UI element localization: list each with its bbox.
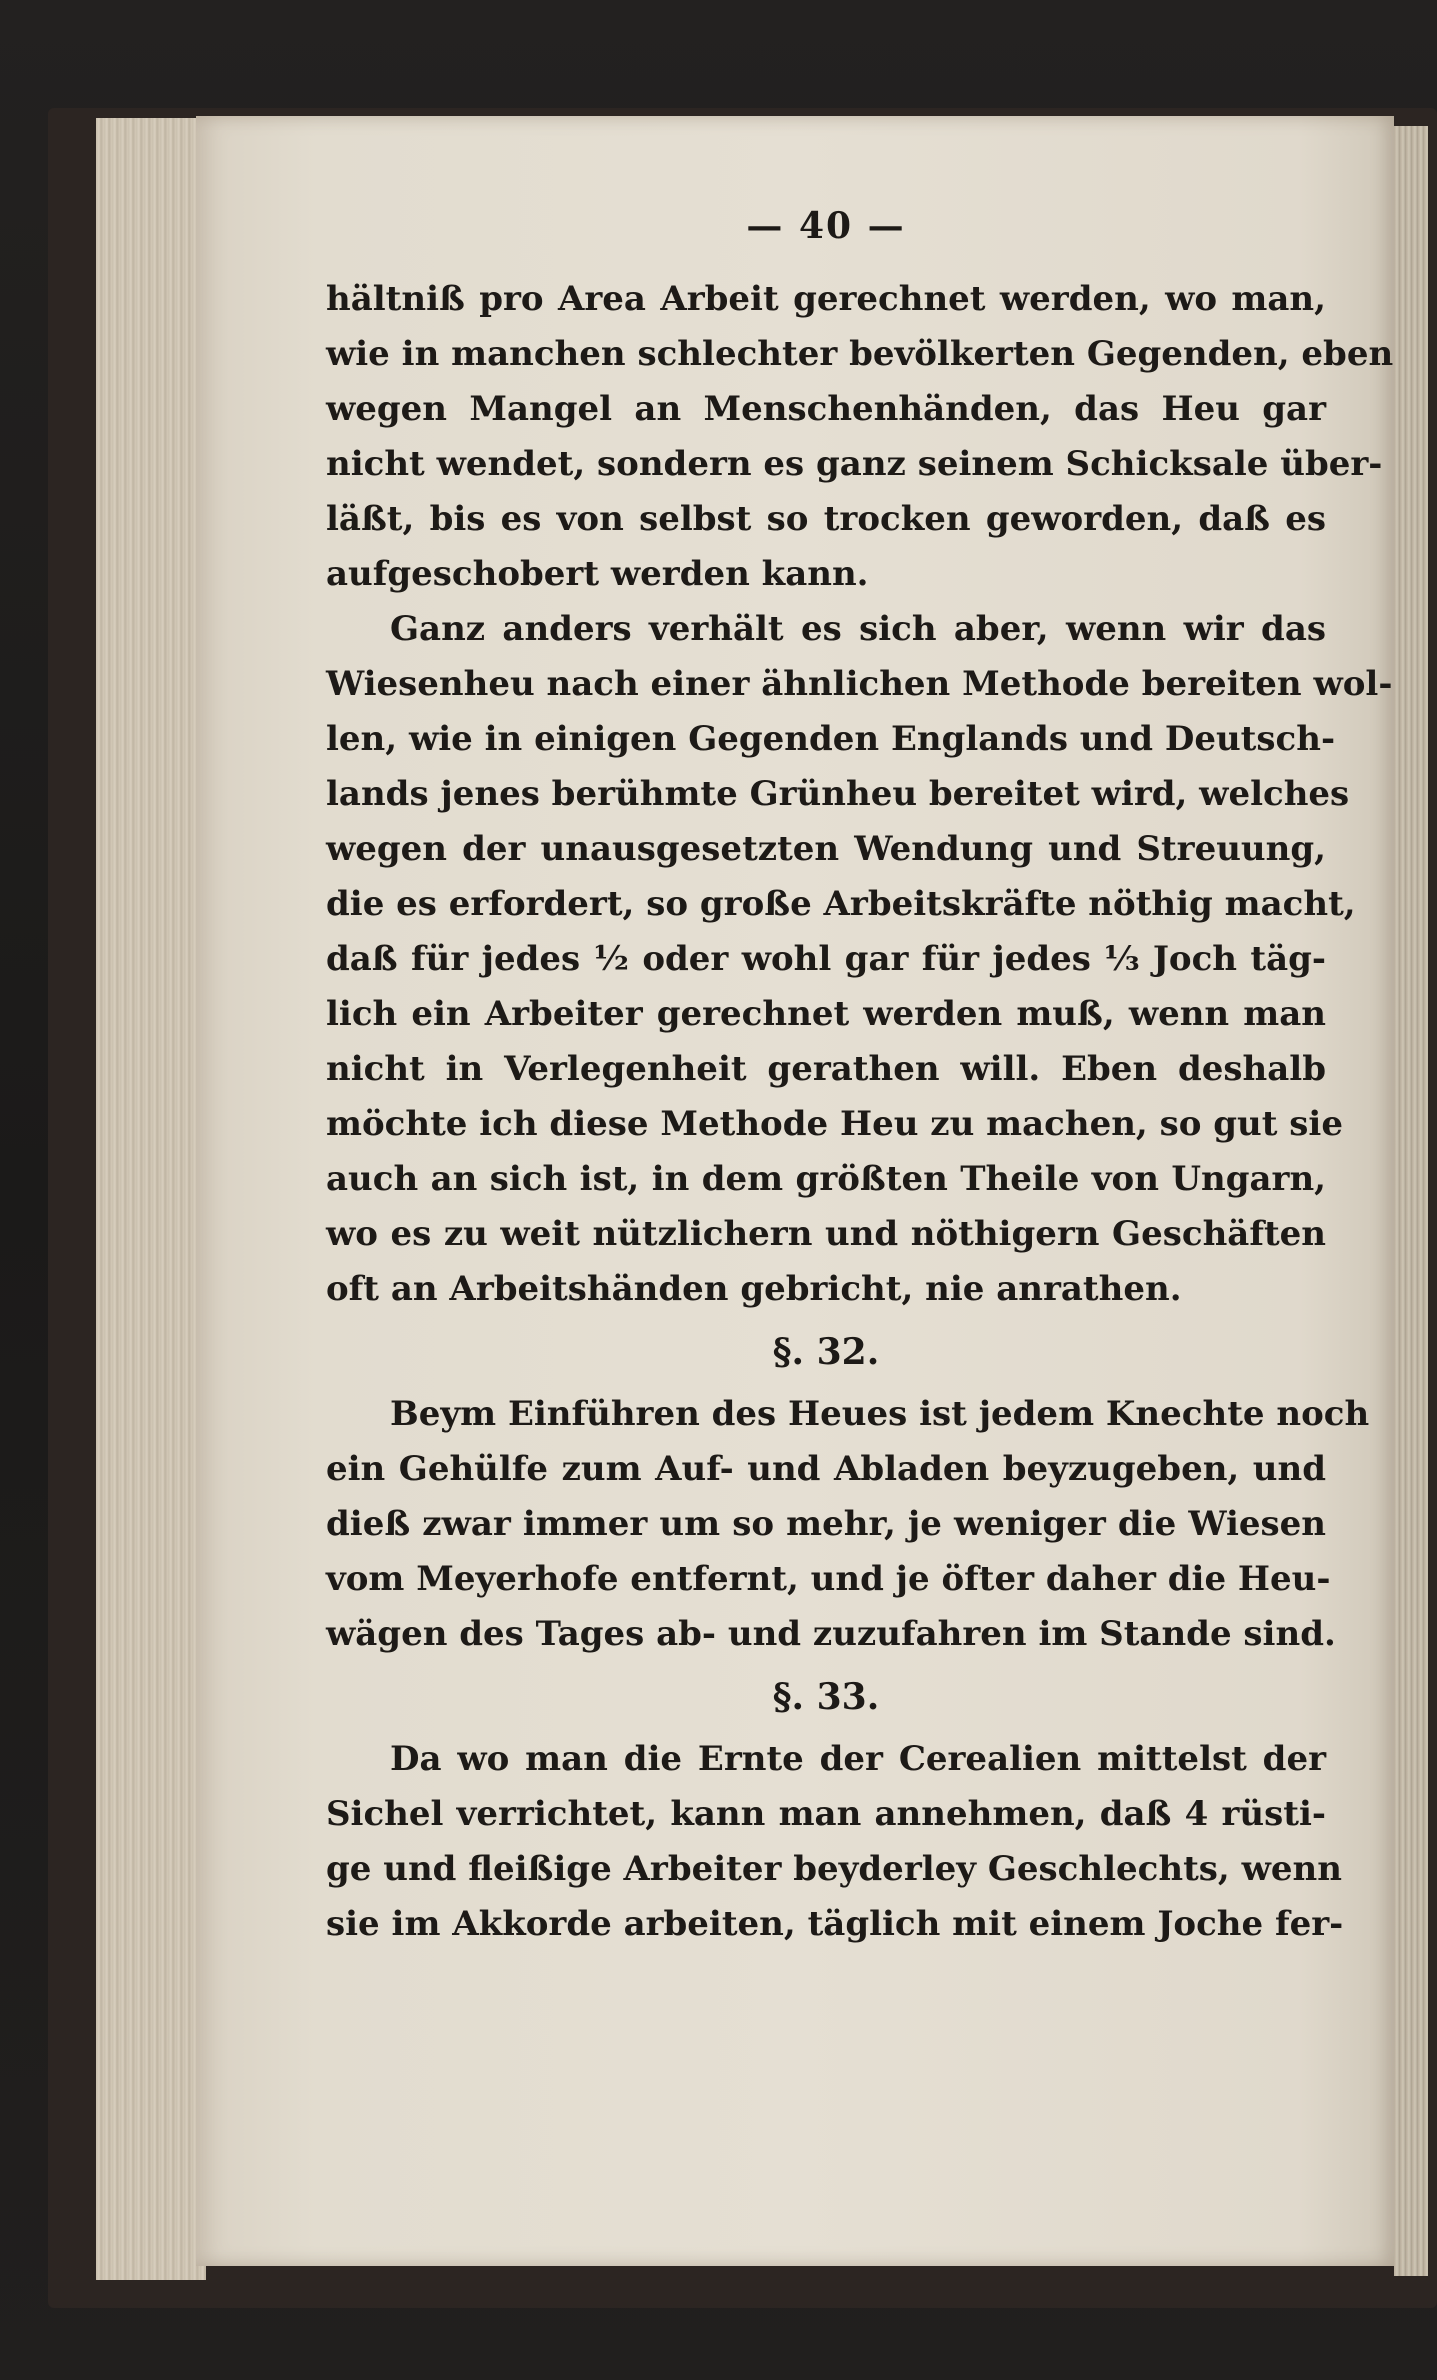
text-line: die es erfordert, so große Arbeitskräfte nöthig macht, [326, 884, 1356, 924]
text-line: wegen der unausgesetzten Wendung und Streuung, [326, 829, 1326, 869]
text-line: aufgeschobert werden kann. [326, 554, 869, 594]
text-line: ein Gehülfe zum Auf- und Abladen beyzugeben, und [326, 1449, 1326, 1489]
text-line: dieß zwar immer um so mehr, je weniger die Wiesen [326, 1504, 1326, 1544]
paragraph [326, 1387, 1370, 1662]
text-line: läßt, bis es von selbst so trocken geworden, daß es [326, 499, 1326, 539]
text-line: nicht wendet, sondern es ganz seinem Schicksale über- [326, 444, 1383, 484]
page-text [326, 180, 1394, 1952]
text-line: oft an Arbeitshänden gebricht, nie anrathen. [326, 1269, 1182, 1309]
text-line: nicht in Verlegenheit gerathen will. Eben deshalb [326, 1049, 1326, 1089]
text-line: möchte ich diese Methode Heu zu machen, so gut sie [326, 1104, 1343, 1144]
text-line: Wiesenheu nach einer ähnlichen Methode bereiten wol- [326, 664, 1393, 704]
text-line: Sichel verrichtet, kann man annehmen, daß 4 rüsti- [326, 1794, 1326, 1834]
section-heading: §. 33. [772, 1676, 880, 1718]
text-line: Da wo man die Ernte der Cerealien mittelst der [390, 1739, 1326, 1779]
section-heading: §. 32. [772, 1331, 880, 1373]
text-line: ge und fleißige Arbeiter beyderley Geschlechts, wenn [326, 1849, 1342, 1889]
page-number-header: — 40 — [746, 205, 906, 247]
text-line: Beym Einführen des Heues ist jedem Knechte noch [390, 1394, 1370, 1434]
page-edges-right [1394, 126, 1428, 2276]
text-line: hältniß pro Area Arbeit gerechnet werden, wo man, [326, 279, 1326, 319]
page-body [326, 272, 1394, 1952]
paragraph [326, 602, 1393, 1317]
text-line: len, wie in einigen Gegenden Englands und Deutsch- [326, 719, 1336, 759]
text-line: wo es zu weit nützlichern und nöthigern Geschäften [326, 1214, 1326, 1254]
text-line: wie in manchen schlechter bevölkerten Gegenden, eben [326, 334, 1394, 374]
page-edges-left [96, 118, 206, 2280]
text-line: lands jenes berühmte Grünheu bereitet wird, welches [326, 774, 1350, 814]
text-line: auch an sich ist, in dem größten Theile von Ungarn, [326, 1159, 1326, 1199]
text-line: lich ein Arbeiter gerechnet werden muß, wenn man [326, 994, 1326, 1034]
text-line: daß für jedes ½ oder wohl gar für jedes ⅓ Joch täg- [326, 939, 1326, 979]
text-line: wägen des Tages ab- und zuzufahren im Stande sind. [326, 1614, 1336, 1654]
paragraph [326, 272, 1394, 602]
text-line: sie im Akkorde arbeiten, täglich mit einem Joche fer- [326, 1904, 1344, 1944]
text-line: Ganz anders verhält es sich aber, wenn wir das [390, 609, 1326, 649]
text-line: wegen Mangel an Menschenhänden, das Heu gar [326, 389, 1326, 429]
text-line: vom Meyerhofe entfernt, und je öfter daher die Heu- [326, 1559, 1331, 1599]
paragraph [326, 1732, 1344, 1952]
